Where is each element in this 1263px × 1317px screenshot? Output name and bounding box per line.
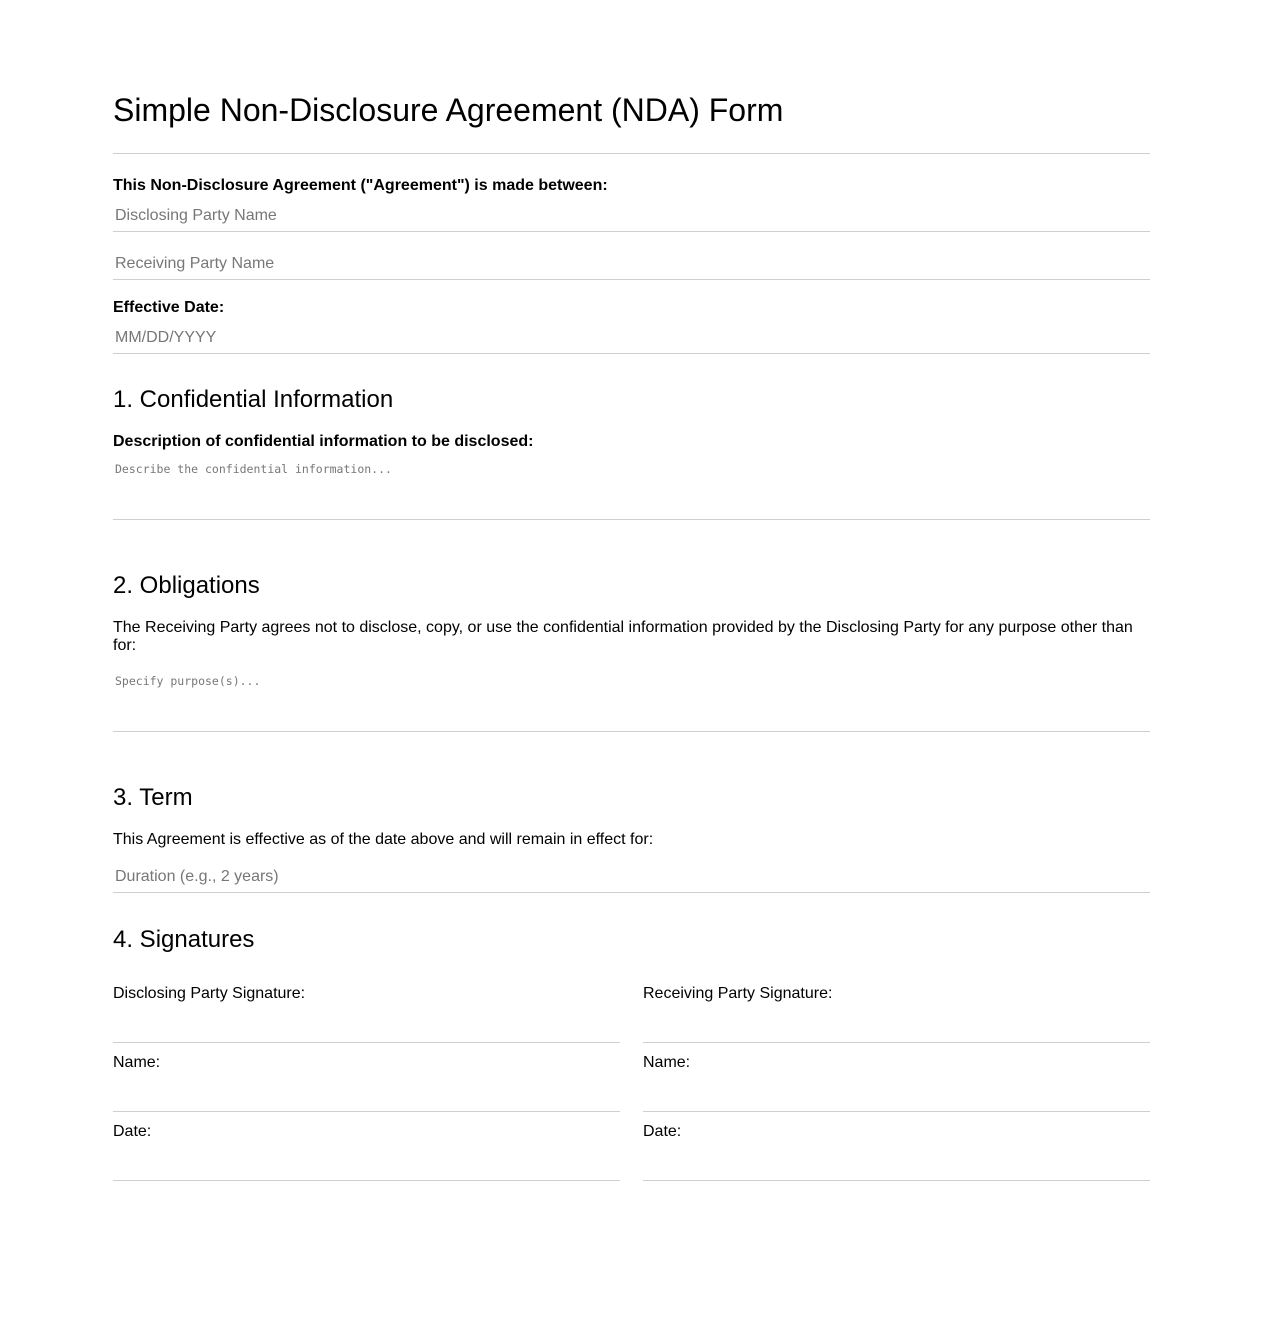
receiving-date-line[interactable] (643, 1180, 1150, 1181)
effective-date-label: Effective Date: (113, 299, 225, 316)
term-text: This Agreement is effective as of the date above and will remain in effect for: (113, 831, 654, 848)
purpose-textarea[interactable] (113, 673, 1150, 732)
page-title: Simple Non-Disclosure Agreement (NDA) Form (113, 92, 784, 128)
parties-intro-label: This Non-Disclosure Agreement ("Agreement") is made between: (113, 177, 608, 194)
disclosing-name-line[interactable] (113, 1111, 620, 1112)
title-divider (113, 153, 1150, 154)
obligations-text: The Receiving Party agrees not to disclose, copy, or use the confidential information provided by the Disclosing Party for any purpose other than for: (113, 619, 1133, 654)
disclosing-date-label: Date: (113, 1123, 152, 1140)
signature-block (113, 984, 1150, 1184)
receiving-name-line[interactable] (643, 1111, 1150, 1112)
section-heading-obligations: 2. Obligations (113, 572, 260, 599)
receiving-party-name-input[interactable] (113, 248, 1150, 280)
term-duration-input[interactable] (113, 861, 1150, 893)
section-heading-confidential: 1. Confidential Information (113, 386, 394, 413)
confidential-description-textarea[interactable] (113, 461, 1150, 520)
confidential-description-label: Description of confidential information to be disclosed: (113, 433, 534, 450)
receiving-signature-label: Receiving Party Signature: (643, 985, 833, 1002)
disclosing-signature-label: Disclosing Party Signature: (113, 985, 306, 1002)
section-heading-term: 3. Term (113, 784, 193, 811)
receiving-name-label: Name: (643, 1054, 691, 1071)
effective-date-input[interactable] (113, 322, 1150, 354)
disclosing-name-label: Name: (113, 1054, 161, 1071)
disclosing-date-line[interactable] (113, 1180, 620, 1181)
section-heading-signatures: 4. Signatures (113, 926, 255, 953)
receiving-signature-line[interactable] (643, 1042, 1150, 1043)
disclosing-party-name-input[interactable] (113, 200, 1150, 232)
disclosing-signature-line[interactable] (113, 1042, 620, 1043)
receiving-date-label: Date: (643, 1123, 682, 1140)
